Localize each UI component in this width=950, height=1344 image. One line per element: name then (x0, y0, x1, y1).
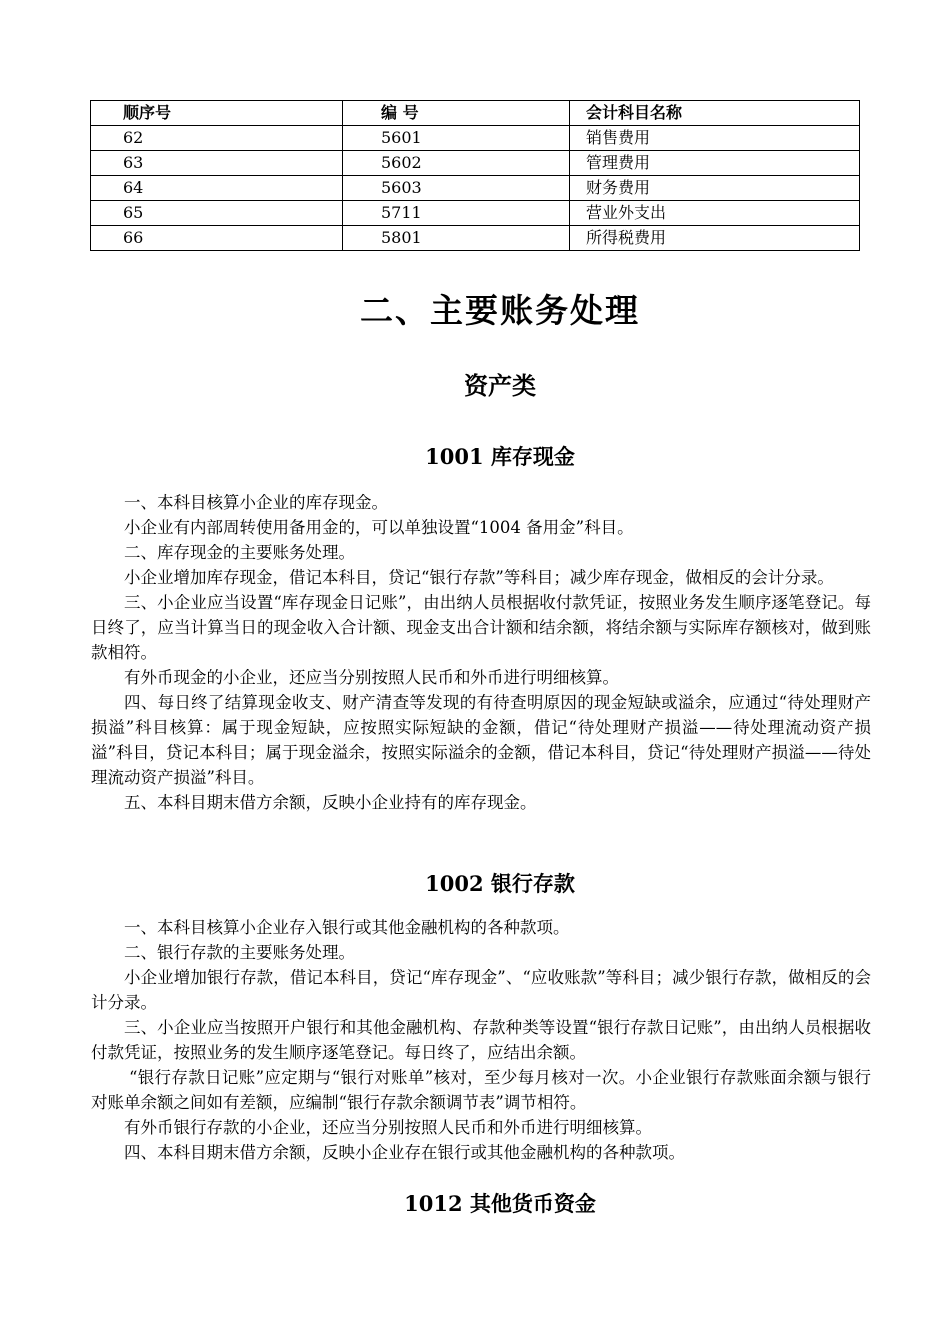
account-code-table (90, 100, 860, 251)
cell-name: 所得税费用 (570, 226, 860, 251)
paragraph: 小企业增加库存现金，借记本科目，贷记“银行存款”等科目；减少库存现金，做相反的会计分录。 (124, 568, 834, 587)
paragraph: 小企业有内部周转使用备用金的，可以单独设置“1004 备用金”科目。 (124, 518, 634, 537)
paragraph: 一、本科目核算小企业的库存现金。 (124, 493, 388, 512)
cell-code: 5601 (343, 126, 570, 151)
paragraph: 一、本科目核算小企业存入银行或其他金融机构的各种款项。 (124, 918, 570, 937)
paragraph: 四、每日终了结算现金收支、财产清查等发现的有待查明原因的现金短缺或溢余，应通过“待处理财产损溢”科目核算：属于现金短缺，应按照实际短缺的金额，借记“待处理财产损溢——待处理流动资产损溢”科目，贷记本科目；属于现金溢余，按照实际溢余的金额，借记本科目，贷记“待处理财产损溢——待处理流动资产损溢”科目。 (91, 693, 871, 787)
cell-code: 5801 (343, 226, 570, 251)
cell-seq: 65 (91, 201, 343, 226)
paragraph: 有外币银行存款的小企业，还应当分别按照人民币和外币进行明细核算。 (124, 1118, 652, 1137)
account-body-1002 (91, 915, 871, 1165)
paragraph: 有外币现金的小企业，还应当分别按照人民币和外币进行明细核算。 (124, 668, 619, 687)
cell-name: 营业外支出 (570, 201, 860, 226)
account-heading-1001: 1001 库存现金 (425, 444, 575, 469)
table-row (91, 226, 860, 251)
paragraph: 小企业增加银行存款，借记本科目，贷记“库存现金”、“应收账款”等科目；减少银行存款，做相反的会计分录。 (91, 968, 871, 1012)
cell-code: 5711 (343, 201, 570, 226)
cell-name: 销售费用 (570, 126, 860, 151)
category-title-assets: 资产类 (464, 372, 536, 400)
cell-seq: 63 (91, 151, 343, 176)
column-header-seq: 顺序号 (91, 101, 343, 126)
table-row (91, 176, 860, 201)
paragraph: 二、银行存款的主要账务处理。 (124, 943, 355, 962)
cell-name: 财务费用 (570, 176, 860, 201)
account-heading-1012: 1012 其他货币资金 (404, 1191, 596, 1216)
account-heading-1002: 1002 银行存款 (425, 871, 575, 896)
table-header-row (91, 101, 860, 126)
section-title-main: 二、主要账务处理 (360, 291, 640, 330)
cell-seq: 66 (91, 226, 343, 251)
paragraph: 三、小企业应当按照开户银行和其他金融机构、存款种类等设置“银行存款日记账”，由出纳人员根据收付款凭证，按照业务的发生顺序逐笔登记。每日终了，应结出余额。 (91, 1018, 871, 1062)
paragraph: “银行存款日记账”应定期与“银行对账单”核对，至少每月核对一次。小企业银行存款账面余额与银行对账单余额之间如有差额，应编制“银行存款余额调节表”调节相符。 (91, 1068, 871, 1112)
cell-name: 管理费用 (570, 151, 860, 176)
account-body-1001 (91, 490, 871, 815)
paragraph: 三、小企业应当设置“库存现金日记账”，由出纳人员根据收付款凭证，按照业务发生顺序逐笔登记。每日终了，应当计算当日的现金收入合计额、现金支出合计额和结余额，将结余额与实际库存额核对，做到账款相符。 (91, 593, 871, 662)
column-header-code: 编 号 (343, 101, 570, 126)
table-row (91, 201, 860, 226)
paragraph: 二、库存现金的主要账务处理。 (124, 543, 355, 562)
table-row (91, 126, 860, 151)
table-row (91, 151, 860, 176)
paragraph: 五、本科目期末借方余额，反映小企业持有的库存现金。 (124, 793, 537, 812)
paragraph: 四、本科目期末借方余额，反映小企业存在银行或其他金融机构的各种款项。 (124, 1143, 685, 1162)
cell-seq: 62 (91, 126, 343, 151)
cell-code: 5602 (343, 151, 570, 176)
cell-seq: 64 (91, 176, 343, 201)
column-header-name: 会计科目名称 (570, 101, 860, 126)
cell-code: 5603 (343, 176, 570, 201)
